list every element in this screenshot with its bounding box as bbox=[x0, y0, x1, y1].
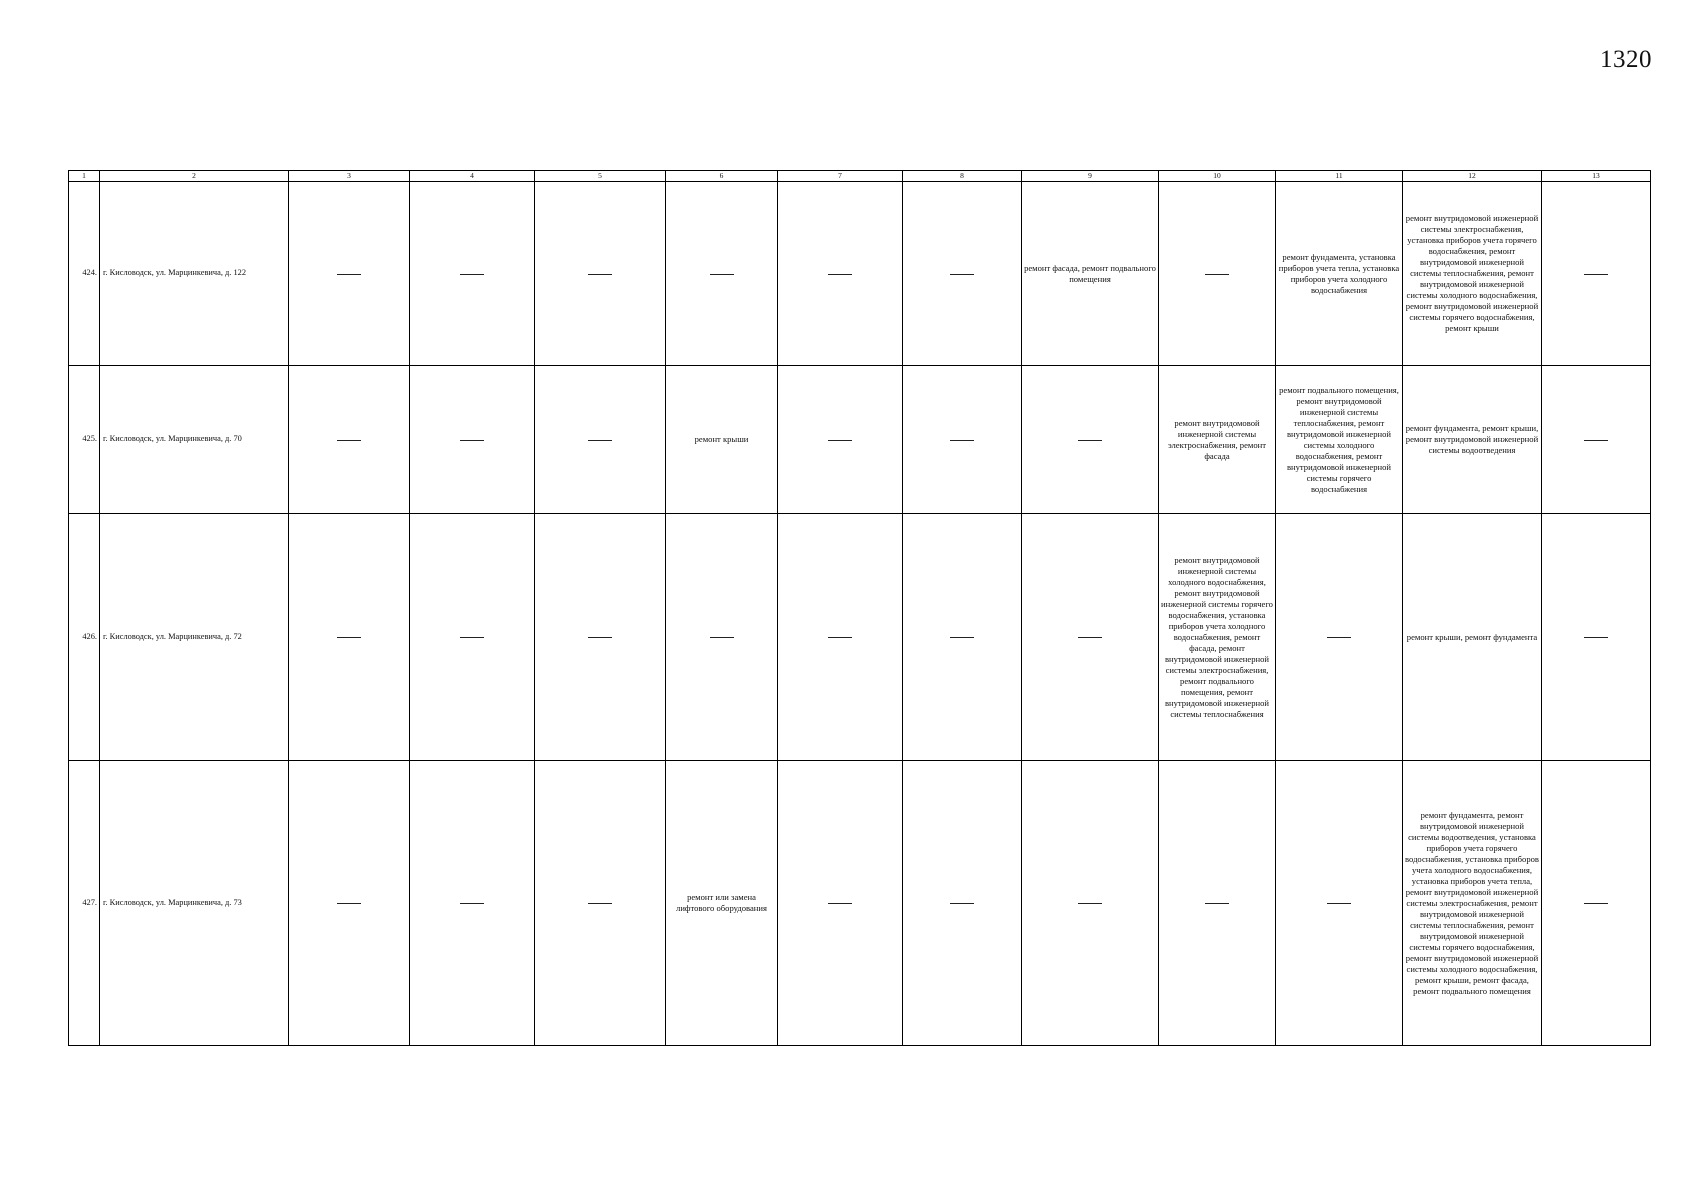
work-type-cell: ремонт внутридомовой инженерной системы холодного водоснабжения, ремонт внутридомовой инженерной системы горячего водоснабжения, установка приборов учета холодного водоснабжения, ремонт фасада, ремонт внутридомовой инженерной системы электроснабжения, ремонт подвального помещения, ремонт внутридомовой инженерной системы теплоснабжения bbox=[1159, 514, 1276, 761]
empty-dash-cell bbox=[1542, 182, 1651, 366]
empty-dash-cell bbox=[1542, 514, 1651, 761]
empty-dash-cell bbox=[289, 366, 410, 514]
dash-mark bbox=[337, 637, 361, 638]
page-number: 1320 bbox=[1600, 46, 1652, 73]
row-number: 427. bbox=[69, 761, 100, 1046]
empty-dash-cell bbox=[410, 366, 535, 514]
empty-dash-cell bbox=[535, 182, 666, 366]
column-number: 6 bbox=[666, 171, 778, 182]
column-number: 13 bbox=[1542, 171, 1651, 182]
dash-mark bbox=[710, 637, 734, 638]
empty-dash-cell bbox=[666, 514, 778, 761]
column-number: 5 bbox=[535, 171, 666, 182]
empty-dash-cell bbox=[1022, 366, 1159, 514]
empty-dash-cell bbox=[903, 182, 1022, 366]
column-number: 12 bbox=[1403, 171, 1542, 182]
dash-mark bbox=[588, 637, 612, 638]
dash-mark bbox=[1205, 274, 1229, 275]
empty-dash-cell bbox=[410, 182, 535, 366]
work-type-cell: ремонт подвального помещения, ремонт внутридомовой инженерной системы теплоснабжения, ремонт внутридомовой инженерной системы холодного водоснабжения, ремонт внутридомовой инженерной системы горячего водоснабжения bbox=[1276, 366, 1403, 514]
address-cell: г. Кисловодск, ул. Марцинкевича, д. 122 bbox=[100, 182, 289, 366]
empty-dash-cell bbox=[289, 514, 410, 761]
empty-dash-cell bbox=[1542, 366, 1651, 514]
column-number: 1 bbox=[69, 171, 100, 182]
dash-mark bbox=[950, 274, 974, 275]
empty-dash-cell bbox=[1159, 182, 1276, 366]
dash-mark bbox=[588, 274, 612, 275]
column-number: 2 bbox=[100, 171, 289, 182]
column-number: 7 bbox=[778, 171, 903, 182]
dash-mark bbox=[1584, 274, 1608, 275]
empty-dash-cell bbox=[535, 761, 666, 1046]
dash-mark bbox=[1078, 637, 1102, 638]
address-cell: г. Кисловодск, ул. Марцинкевича, д. 73 bbox=[100, 761, 289, 1046]
row-number: 425. bbox=[69, 366, 100, 514]
dash-mark bbox=[337, 274, 361, 275]
column-number: 8 bbox=[903, 171, 1022, 182]
empty-dash-cell bbox=[410, 761, 535, 1046]
empty-dash-cell bbox=[1276, 514, 1403, 761]
empty-dash-cell bbox=[1022, 761, 1159, 1046]
work-type-cell: ремонт крыши, ремонт фундамента bbox=[1403, 514, 1542, 761]
dash-mark bbox=[828, 440, 852, 441]
empty-dash-cell bbox=[903, 366, 1022, 514]
dash-mark bbox=[1327, 637, 1351, 638]
address-cell: г. Кисловодск, ул. Марцинкевича, д. 70 bbox=[100, 366, 289, 514]
empty-dash-cell bbox=[535, 366, 666, 514]
dash-mark bbox=[950, 440, 974, 441]
dash-mark bbox=[337, 440, 361, 441]
dash-mark bbox=[460, 274, 484, 275]
work-type-cell: ремонт внутридомовой инженерной системы электроснабжения, установка приборов учета горячего водоснабжения, ремонт внутридомовой инженерной системы теплоснабжения, ремонт внутридомовой инженерной системы холодного водоснабжения, ремонт внутридомовой инженерной системы горячего водоснабжения, ремонт крыши bbox=[1403, 182, 1542, 366]
empty-dash-cell bbox=[903, 761, 1022, 1046]
column-number: 9 bbox=[1022, 171, 1159, 182]
dash-mark bbox=[1327, 903, 1351, 904]
empty-dash-cell bbox=[1542, 761, 1651, 1046]
dash-mark bbox=[950, 637, 974, 638]
empty-dash-cell bbox=[778, 182, 903, 366]
work-type-cell: ремонт или замена лифтового оборудования bbox=[666, 761, 778, 1046]
column-number: 10 bbox=[1159, 171, 1276, 182]
work-type-cell: ремонт фундамента, ремонт внутридомовой инженерной системы водоотведения, установка приборов учета горячего водоснабжения, установка приборов учета холодного водоснабжения, установка приборов учета тепла, ремонт внутридомовой инженерной системы электроснабжения, ремонт внутридомовой инженерной системы теплоснабжения, ремонт внутридомовой инженерной системы горячего водоснабжения, ремонт внутридомовой инженерной системы холодного водоснабжения, ремонт крыши, ремонт фасада, ремонт подвального помещения bbox=[1403, 761, 1542, 1046]
dash-mark bbox=[1078, 903, 1102, 904]
empty-dash-cell bbox=[535, 514, 666, 761]
empty-dash-cell bbox=[410, 514, 535, 761]
empty-dash-cell bbox=[778, 366, 903, 514]
work-type-cell: ремонт фундамента, установка приборов учета тепла, установка приборов учета холодного водоснабжения bbox=[1276, 182, 1403, 366]
dash-mark bbox=[1584, 903, 1608, 904]
address-cell: г. Кисловодск, ул. Марцинкевича, д. 72 bbox=[100, 514, 289, 761]
empty-dash-cell bbox=[1276, 761, 1403, 1046]
work-type-cell: ремонт внутридомовой инженерной системы электроснабжения, ремонт фасада bbox=[1159, 366, 1276, 514]
column-number: 4 bbox=[410, 171, 535, 182]
column-number: 3 bbox=[289, 171, 410, 182]
dash-mark bbox=[337, 903, 361, 904]
table-row bbox=[69, 761, 1651, 1046]
column-number: 11 bbox=[1276, 171, 1403, 182]
empty-dash-cell bbox=[778, 514, 903, 761]
dash-mark bbox=[460, 440, 484, 441]
column-number-row bbox=[69, 171, 1651, 182]
empty-dash-cell bbox=[289, 182, 410, 366]
row-number: 426. bbox=[69, 514, 100, 761]
table-row bbox=[69, 182, 1651, 366]
dash-mark bbox=[588, 903, 612, 904]
dash-mark bbox=[950, 903, 974, 904]
work-type-cell: ремонт фундамента, ремонт крыши, ремонт внутридомовой инженерной системы водоотведения bbox=[1403, 366, 1542, 514]
work-type-cell: ремонт фасада, ремонт подвального помещения bbox=[1022, 182, 1159, 366]
row-number: 424. bbox=[69, 182, 100, 366]
dash-mark bbox=[1584, 637, 1608, 638]
dash-mark bbox=[460, 903, 484, 904]
dash-mark bbox=[828, 274, 852, 275]
work-type-cell: ремонт крыши bbox=[666, 366, 778, 514]
dash-mark bbox=[828, 637, 852, 638]
empty-dash-cell bbox=[1022, 514, 1159, 761]
dash-mark bbox=[710, 274, 734, 275]
empty-dash-cell bbox=[289, 761, 410, 1046]
dash-mark bbox=[1078, 440, 1102, 441]
empty-dash-cell bbox=[1159, 761, 1276, 1046]
dash-mark bbox=[1205, 903, 1229, 904]
dash-mark bbox=[828, 903, 852, 904]
empty-dash-cell bbox=[666, 182, 778, 366]
table-row bbox=[69, 366, 1651, 514]
empty-dash-cell bbox=[778, 761, 903, 1046]
works-table bbox=[68, 170, 1651, 1046]
dash-mark bbox=[1584, 440, 1608, 441]
table-row bbox=[69, 514, 1651, 761]
dash-mark bbox=[588, 440, 612, 441]
empty-dash-cell bbox=[903, 514, 1022, 761]
dash-mark bbox=[460, 637, 484, 638]
